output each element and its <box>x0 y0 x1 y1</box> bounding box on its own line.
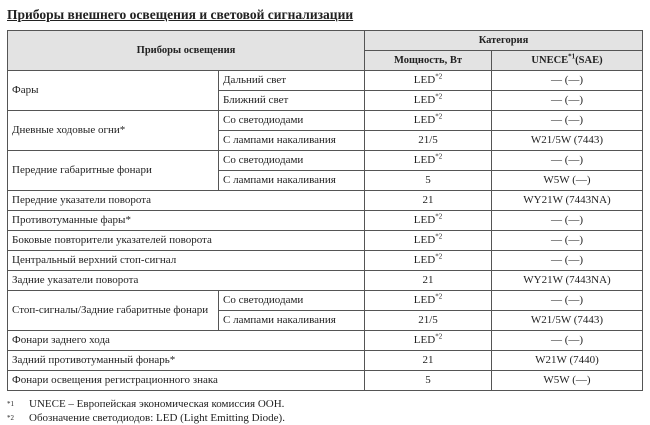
subtype-label: Дальний свет <box>219 71 365 91</box>
category-cell: WY21W (7443NA) <box>492 271 643 291</box>
subtype-label: С лампами накаливания <box>219 311 365 331</box>
category-cell: W21W (7440) <box>492 351 643 371</box>
table-row <box>8 71 643 91</box>
footnote-text: Обозначение светодиодов: LED (Light Emitting Diode). <box>29 412 285 424</box>
device-label: Фонари заднего хода <box>8 331 365 351</box>
device-label: Задний противотуманный фонарь* <box>8 351 365 371</box>
category-cell: W5W (—) <box>492 171 643 191</box>
power-cell: 5 <box>365 371 492 391</box>
power-cell: LED$^{*2}$ <box>365 71 492 91</box>
power-cell: LED$^{*2}$ <box>365 111 492 131</box>
power-cell: LED$^{*2}$ <box>365 331 492 351</box>
category-cell: WY21W (7443NA) <box>492 191 643 211</box>
table-row <box>8 271 643 291</box>
footnote <box>7 397 650 411</box>
subtype-label: Со светодиодами <box>219 291 365 311</box>
category-cell: — (—) <box>492 291 643 311</box>
table-row <box>8 291 643 311</box>
power-cell: LED$^{*2}$ <box>365 151 492 171</box>
category-cell: — (—) <box>492 111 643 131</box>
header-devices: Приборы освещения <box>8 31 365 71</box>
category-cell: — (—) <box>492 231 643 251</box>
device-label: Передние указатели поворота <box>8 191 365 211</box>
device-label: Задние указатели поворота <box>8 271 365 291</box>
power-cell: 21/5 <box>365 311 492 331</box>
header-unece: UNECE$^{*1}$(SAE) <box>492 51 643 71</box>
footnote-mark: *1 <box>7 400 14 408</box>
footnote-text: UNECE – Европейская экономическая комиссия ООН. <box>29 398 285 410</box>
lighting-table <box>7 30 643 391</box>
power-cell: 21/5 <box>365 131 492 151</box>
category-cell: — (—) <box>492 211 643 231</box>
device-label: Передние габаритные фонари <box>8 151 219 191</box>
category-cell: — (—) <box>492 91 643 111</box>
footnotes <box>7 397 650 425</box>
subtype-label: Со светодиодами <box>219 151 365 171</box>
device-label: Дневные ходовые огни* <box>8 111 219 151</box>
table-row <box>8 191 643 211</box>
power-cell: 21 <box>365 351 492 371</box>
header-power: Мощность, Вт <box>365 51 492 71</box>
table-row <box>8 111 643 131</box>
device-label: Стоп-сигналы/Задние габаритные фонари <box>8 291 219 331</box>
table-row <box>8 371 643 391</box>
table-row <box>8 231 643 251</box>
subtype-label: С лампами накаливания <box>219 131 365 151</box>
table-row <box>8 151 643 171</box>
table-row <box>8 211 643 231</box>
subtype-label: Со светодиодами <box>219 111 365 131</box>
category-cell: — (—) <box>492 331 643 351</box>
footnote-mark: *2 <box>7 414 14 422</box>
power-cell: LED$^{*2}$ <box>365 211 492 231</box>
power-cell: 21 <box>365 271 492 291</box>
category-cell: — (—) <box>492 71 643 91</box>
power-cell: LED$^{*2}$ <box>365 231 492 251</box>
power-cell: LED$^{*2}$ <box>365 91 492 111</box>
subtype-label: С лампами накаливания <box>219 171 365 191</box>
category-cell: W5W (—) <box>492 371 643 391</box>
device-label: Противотуманные фары* <box>8 211 365 231</box>
power-cell: LED$^{*2}$ <box>365 291 492 311</box>
subtype-label: Ближний свет <box>219 91 365 111</box>
header-category: Категория <box>365 31 643 51</box>
power-cell: 21 <box>365 191 492 211</box>
power-cell: 5 <box>365 171 492 191</box>
table-row <box>8 251 643 271</box>
category-cell: W21/5W (7443) <box>492 311 643 331</box>
category-cell: W21/5W (7443) <box>492 131 643 151</box>
device-label: Фары <box>8 71 219 111</box>
device-label: Боковые повторители указателей поворота <box>8 231 365 251</box>
page-title: Приборы внешнего освещения и световой сигнализации <box>7 7 354 22</box>
table-row <box>8 331 643 351</box>
device-label: Центральный верхний стоп-сигнал <box>8 251 365 271</box>
table-row <box>8 351 643 371</box>
category-cell: — (—) <box>492 251 643 271</box>
device-label: Фонари освещения регистрационного знака <box>8 371 365 391</box>
category-cell: — (—) <box>492 151 643 171</box>
power-cell: LED$^{*2}$ <box>365 251 492 271</box>
